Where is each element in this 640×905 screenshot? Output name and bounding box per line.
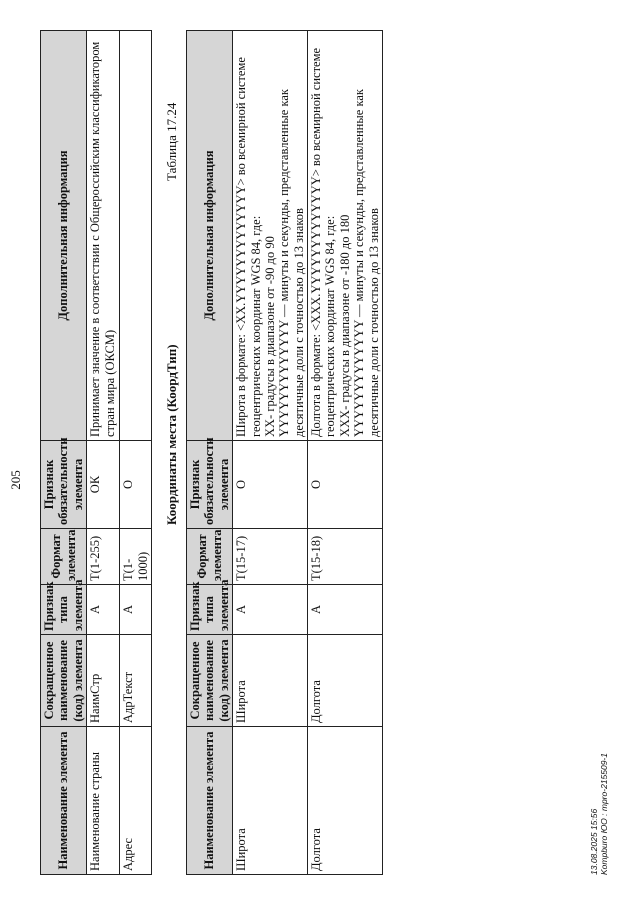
cell-required: О: [308, 441, 383, 529]
header-required: Признак обязательности элемента: [187, 441, 233, 529]
cell-type: А: [87, 585, 120, 635]
cell-format: Т(15-17): [233, 529, 308, 585]
table-header-row: [41, 31, 87, 875]
cell-info: Принимает значение в соответствии с Общероссийским классификатором стран мира (ОКСМ): [87, 31, 120, 441]
cell-type: А: [308, 585, 383, 635]
cell-name: Широта: [233, 727, 308, 875]
footer-source: Kompburo ЮО : mpro-215509-1: [598, 753, 609, 875]
table-row: [120, 31, 152, 875]
header-format: Формат элемента: [187, 529, 233, 585]
table-row: [87, 31, 120, 875]
cell-required: О: [120, 441, 152, 529]
cell-code: НаимСтр: [87, 635, 120, 727]
header-name: Наименование элемента: [187, 727, 233, 875]
header-required: Признак обязательности элемента: [41, 441, 87, 529]
footer-timestamp: 13.08.2025 15:56: [589, 808, 599, 875]
header-format: Формат элемента: [41, 529, 87, 585]
table-row: [233, 31, 308, 875]
cell-name: Адрес: [120, 727, 152, 875]
cell-code: Долгота: [308, 635, 383, 727]
cell-name: Долгота: [308, 727, 383, 875]
header-code: Сокращенное наименование (код) элемента: [41, 635, 87, 727]
cell-required: О: [233, 441, 308, 529]
footer-stamp: [590, 753, 610, 875]
page-number: 205: [8, 470, 23, 490]
header-code: Сокращенное наименование (код) элемента: [187, 635, 233, 727]
table-row: [308, 31, 383, 875]
cell-format: Т(1-1000): [120, 529, 152, 585]
cell-format: Т(1-255): [87, 529, 120, 585]
cell-type: А: [233, 585, 308, 635]
header-type: Признак типа элемента: [187, 585, 233, 635]
table-coordinates: [186, 30, 383, 875]
cell-info: Широта в формате: <XX.YYYYYYYYYYYYY> во всемирной системе геоцентрических координат WGS 84, где: XX- градусы в диапазоне от -90 до 90 YYYYYYYYYYYYY — минуты и секунды, представленные как десятичные доли с точностью до 13 знаков: [233, 31, 308, 441]
header-name: Наименование элемента: [41, 727, 87, 875]
table-title: Координаты места (КоордТип): [164, 344, 179, 525]
cell-code: АдрТекст: [120, 635, 152, 727]
header-info: Дополнительная информация: [187, 31, 233, 441]
cell-format: Т(15-18): [308, 529, 383, 585]
table-header-row: [187, 31, 233, 875]
table-country-address: [40, 30, 152, 875]
cell-type: А: [120, 585, 152, 635]
cell-required: ОК: [87, 441, 120, 529]
header-type: Признак типа элемента: [41, 585, 87, 635]
table-number-label: Таблица 17.24: [164, 102, 179, 181]
cell-info: Долгота в формате: <XXX.YYYYYYYYYYYYY> во всемирной системе геоцентрических координат WGS 84, где: XXX- градусы в диапазоне от -180 до 180 YYYYYYYYYYYYY — минуты и секунды, представленные как десятичные доли с точностью до 13 знаков: [308, 31, 383, 441]
cell-info: [120, 31, 152, 441]
cell-code: Широта: [233, 635, 308, 727]
header-info: Дополнительная информация: [41, 31, 87, 441]
cell-name: Наименование страны: [87, 727, 120, 875]
